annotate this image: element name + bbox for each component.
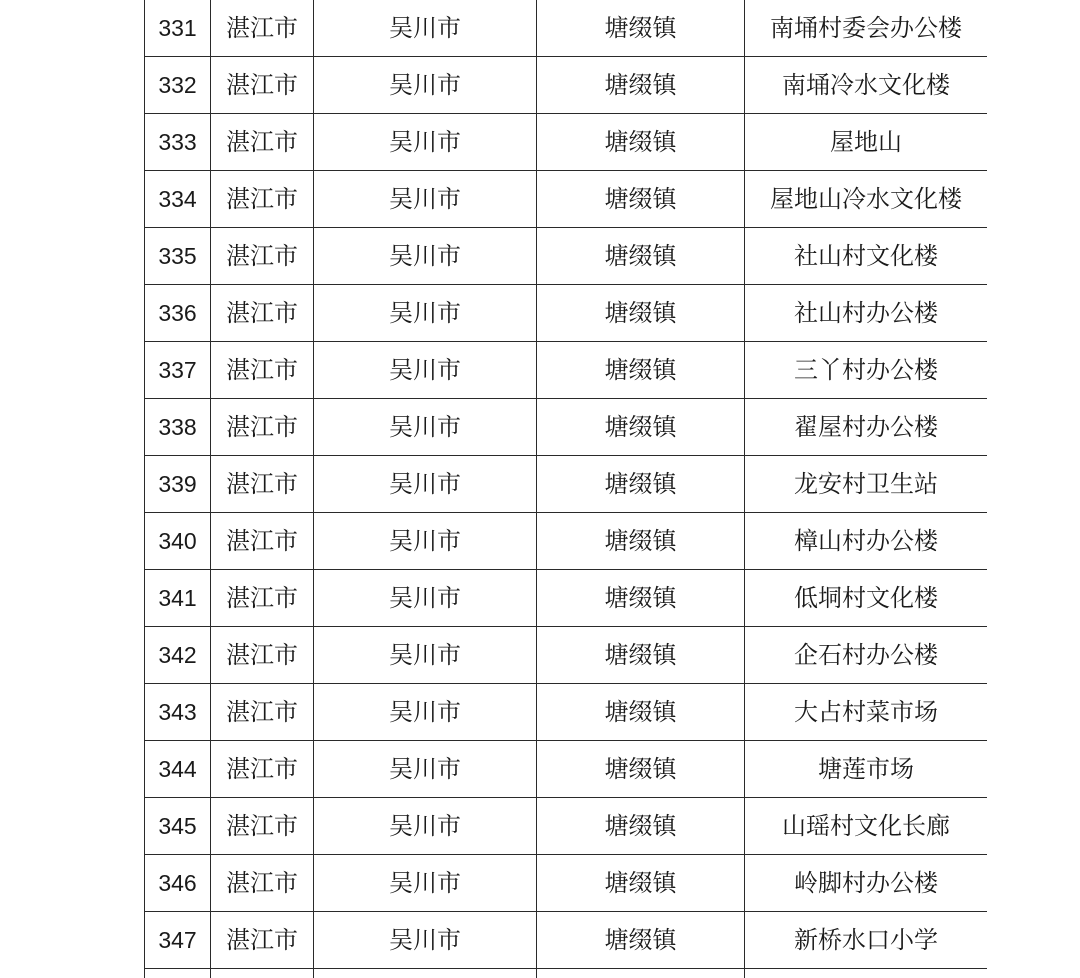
- site-cell: 翟屋村办公楼: [745, 399, 988, 456]
- county-cell: 吴川市: [314, 513, 537, 570]
- table-row: [145, 114, 988, 171]
- site-cell: 屋地山冷水文化楼: [745, 171, 988, 228]
- county-cell: 吴川市: [314, 171, 537, 228]
- city-cell: [211, 969, 314, 978]
- table-row: [145, 798, 988, 855]
- county-cell: 吴川市: [314, 456, 537, 513]
- county-cell: 吴川市: [314, 741, 537, 798]
- town-cell: 塘缀镇: [537, 0, 745, 57]
- city-cell: 湛江市: [211, 741, 314, 798]
- table-row: [145, 171, 988, 228]
- city-cell: 湛江市: [211, 0, 314, 57]
- city-cell: 湛江市: [211, 57, 314, 114]
- seq-cell: 333: [145, 114, 211, 171]
- seq-cell: 346: [145, 855, 211, 912]
- county-cell: 吴川市: [314, 57, 537, 114]
- city-cell: 湛江市: [211, 798, 314, 855]
- city-cell: 湛江市: [211, 513, 314, 570]
- seq-cell: 334: [145, 171, 211, 228]
- town-cell: 塘缀镇: [537, 114, 745, 171]
- table-row: [145, 969, 988, 978]
- county-cell: 吴川市: [314, 285, 537, 342]
- seq-cell: 341: [145, 570, 211, 627]
- table-row: [145, 570, 988, 627]
- site-cell: 屋地山: [745, 114, 988, 171]
- site-cell: 南埇村委会办公楼: [745, 0, 988, 57]
- table-row: [145, 399, 988, 456]
- seq-cell: 332: [145, 57, 211, 114]
- county-cell: 吴川市: [314, 684, 537, 741]
- town-cell: 塘缀镇: [537, 228, 745, 285]
- table-row: [145, 684, 988, 741]
- table-row: [145, 342, 988, 399]
- seq-cell: 340: [145, 513, 211, 570]
- seq-cell: 339: [145, 456, 211, 513]
- city-cell: 湛江市: [211, 456, 314, 513]
- town-cell: 塘缀镇: [537, 342, 745, 399]
- county-cell: 吴川市: [314, 114, 537, 171]
- seq-cell: 344: [145, 741, 211, 798]
- town-cell: [537, 969, 745, 978]
- city-cell: 湛江市: [211, 114, 314, 171]
- city-cell: 湛江市: [211, 285, 314, 342]
- town-cell: 塘缀镇: [537, 513, 745, 570]
- site-cell: 南埇冷水文化楼: [745, 57, 988, 114]
- seq-cell: 336: [145, 285, 211, 342]
- table-row: [145, 912, 988, 969]
- table-row: [145, 0, 988, 57]
- city-cell: 湛江市: [211, 684, 314, 741]
- site-cell: 龙安村卫生站: [745, 456, 988, 513]
- site-list-table: [144, 0, 987, 978]
- seq-cell: 342: [145, 627, 211, 684]
- table-row: [145, 513, 988, 570]
- town-cell: 塘缀镇: [537, 741, 745, 798]
- county-cell: 吴川市: [314, 855, 537, 912]
- city-cell: 湛江市: [211, 342, 314, 399]
- site-cell: 低垌村文化楼: [745, 570, 988, 627]
- city-cell: 湛江市: [211, 171, 314, 228]
- seq-cell: [145, 969, 211, 978]
- county-cell: 吴川市: [314, 342, 537, 399]
- seq-cell: 347: [145, 912, 211, 969]
- county-cell: 吴川市: [314, 912, 537, 969]
- seq-cell: 338: [145, 399, 211, 456]
- town-cell: 塘缀镇: [537, 798, 745, 855]
- town-cell: 塘缀镇: [537, 456, 745, 513]
- city-cell: 湛江市: [211, 855, 314, 912]
- seq-cell: 335: [145, 228, 211, 285]
- town-cell: 塘缀镇: [537, 912, 745, 969]
- town-cell: 塘缀镇: [537, 684, 745, 741]
- city-cell: 湛江市: [211, 570, 314, 627]
- town-cell: 塘缀镇: [537, 570, 745, 627]
- city-cell: 湛江市: [211, 627, 314, 684]
- seq-cell: 345: [145, 798, 211, 855]
- site-cell: 大占村菜市场: [745, 684, 988, 741]
- site-cell: 社山村办公楼: [745, 285, 988, 342]
- county-cell: 吴川市: [314, 627, 537, 684]
- city-cell: 湛江市: [211, 912, 314, 969]
- town-cell: 塘缀镇: [537, 171, 745, 228]
- site-cell: 新桥水口小学: [745, 912, 988, 969]
- seq-cell: 337: [145, 342, 211, 399]
- city-cell: 湛江市: [211, 228, 314, 285]
- town-cell: 塘缀镇: [537, 855, 745, 912]
- table-row: [145, 57, 988, 114]
- seq-cell: 331: [145, 0, 211, 57]
- table-row: [145, 741, 988, 798]
- county-cell: 吴川市: [314, 798, 537, 855]
- table-row: [145, 285, 988, 342]
- table-row: [145, 855, 988, 912]
- site-cell: [745, 969, 988, 978]
- table-row: [145, 627, 988, 684]
- town-cell: 塘缀镇: [537, 57, 745, 114]
- city-cell: 湛江市: [211, 399, 314, 456]
- table-body: [145, 0, 988, 978]
- county-cell: 吴川市: [314, 399, 537, 456]
- document-page: [144, 0, 987, 978]
- site-cell: 岭脚村办公楼: [745, 855, 988, 912]
- site-cell: 社山村文化楼: [745, 228, 988, 285]
- table-row: [145, 456, 988, 513]
- table-row: [145, 228, 988, 285]
- site-cell: 山瑶村文化长廊: [745, 798, 988, 855]
- county-cell: [314, 969, 537, 978]
- seq-cell: 343: [145, 684, 211, 741]
- site-cell: 企石村办公楼: [745, 627, 988, 684]
- county-cell: 吴川市: [314, 228, 537, 285]
- site-cell: 三丫村办公楼: [745, 342, 988, 399]
- county-cell: 吴川市: [314, 570, 537, 627]
- site-cell: 塘莲市场: [745, 741, 988, 798]
- site-cell: 樟山村办公楼: [745, 513, 988, 570]
- town-cell: 塘缀镇: [537, 285, 745, 342]
- town-cell: 塘缀镇: [537, 627, 745, 684]
- county-cell: 吴川市: [314, 0, 537, 57]
- town-cell: 塘缀镇: [537, 399, 745, 456]
